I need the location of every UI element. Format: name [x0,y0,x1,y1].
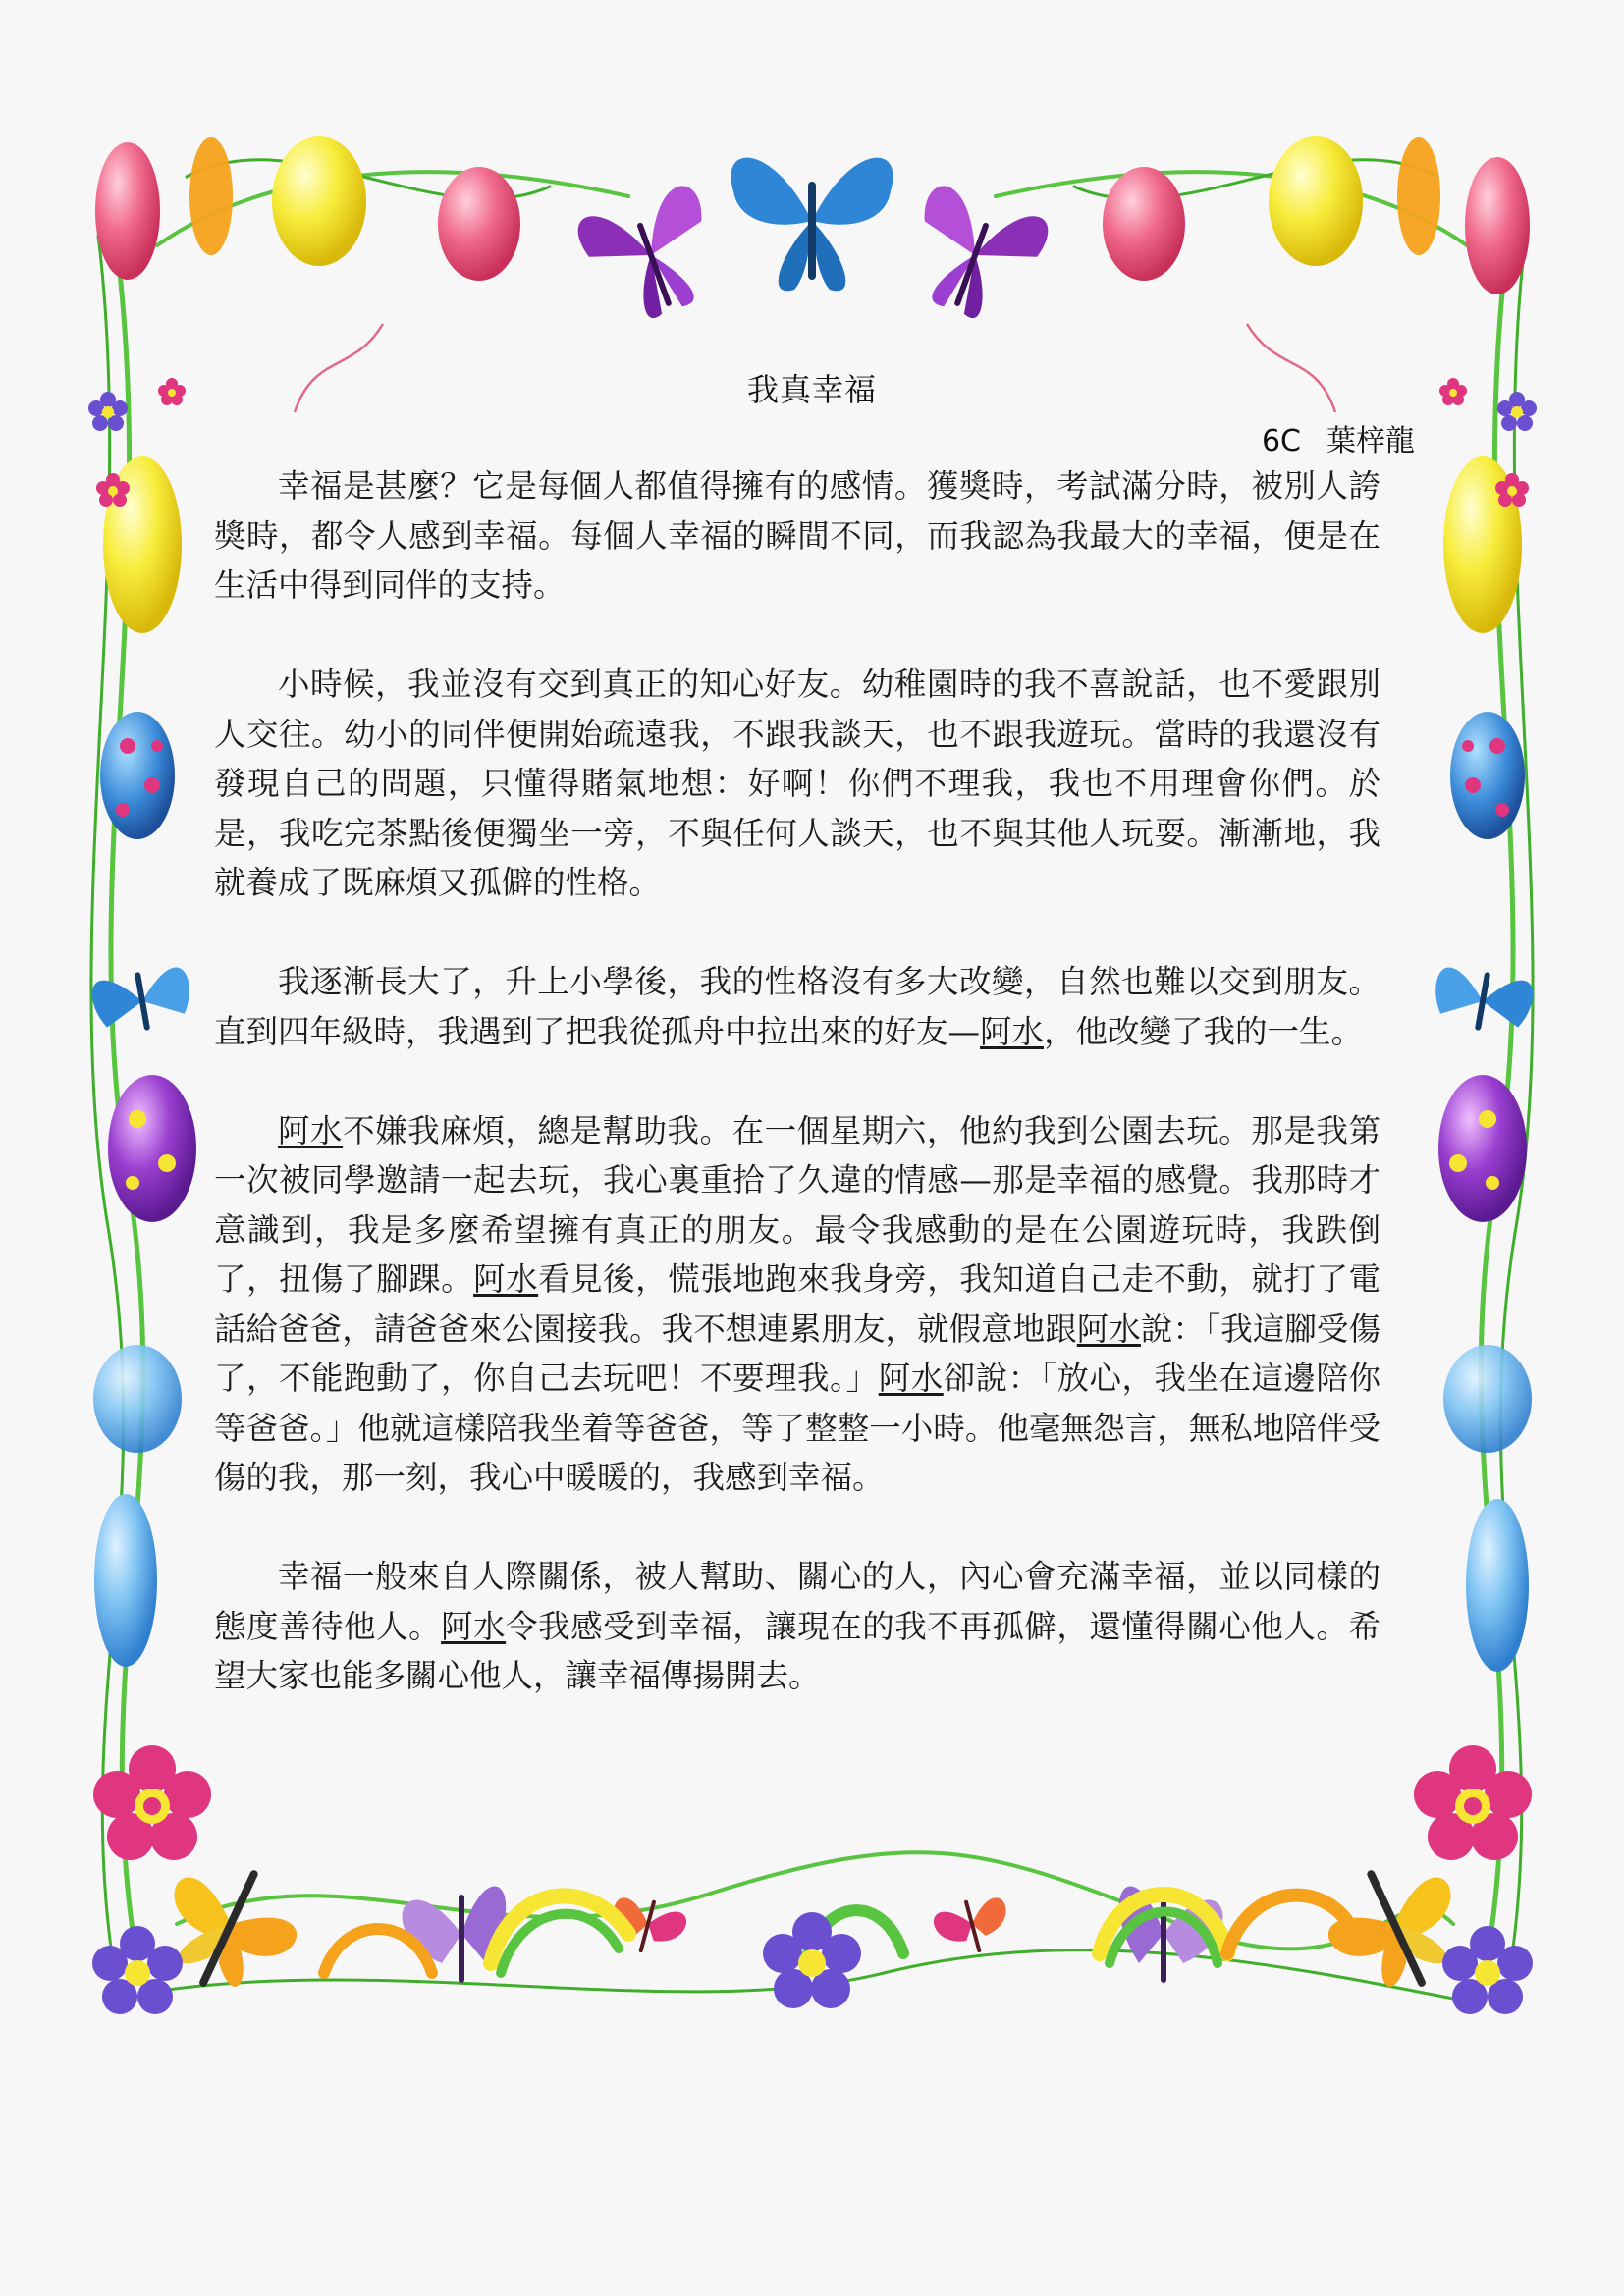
author-name: 葉梓龍 [1326,424,1415,458]
paragraph-text: 不嫌我麻煩，總是幫助我。在一個星期六，他約我到公園去玩。那是我第一次被同學邀請一起去玩，我心裏重拾了久違的情感—那是幸福的感覺。我那時才意識到，我是多麼希望擁有真正的朋友。最令我感動的是在公園遊玩時，我跌倒了，扭傷了腳踝。 [214,1111,1380,1298]
underlined-name: 阿水 [1076,1309,1141,1348]
author-line [1262,416,1415,459]
essay-body [214,461,1380,1701]
underlined-name: 阿水 [441,1607,507,1645]
paragraph-text: 幸福是甚麼？它是每個人都值得擁有的感情。獲獎時，考試滿分時，被別人誇獎時，都令人感到幸福。每個人幸福的瞬間不同，而我認為我最大的幸福，便是在生活中得到同伴的支持。 [214,467,1380,604]
underlined-name: 阿水 [878,1360,944,1397]
essay-paragraph [214,1106,1380,1503]
essay-paragraph [214,660,1380,908]
paragraph-text: 令我感受到幸福，讓現在的我不再孤僻，還懂得關心他人。希望大家也能多關心他人，讓幸福傳揚開去。 [214,1607,1380,1694]
paragraph-text: 小時候，我並沒有交到真正的知心好友。幼稚園時的我不喜說話，也不愛跟別人交往。幼小的同伴便開始疏遠我，不跟我談天，也不跟我遊玩。當時的我還沒有發現自己的問題，只懂得賭氣地想：好啊！你們不理我，我也不用理會你們。於是，我吃完茶點後便獨坐一旁，不與任何人談天，也不與其他人玩耍。漸漸地，我就養成了既麻煩又孤僻的性格。 [214,666,1380,901]
underlined-name: 阿水 [980,1012,1045,1050]
paragraph-text: 卻說：「放心，我坐在這邊陪你等爸爸。」他就這樣陪我坐着等爸爸，等了整整一小時。他毫無怨言，無私地陪伴受傷的我，那一刻，我心中暖暖的，我感到幸福。 [214,1360,1380,1496]
essay-paragraph [214,1552,1380,1701]
author-class: 6C [1261,424,1301,458]
underlined-name: 阿水 [278,1111,344,1149]
paragraph-text: 看見後，慌張地跑來我身旁，我知道自己走不動，就打了電話給爸爸，請爸爸來公園接我。我不想連累朋友，就假意地跟 [214,1260,1380,1348]
paragraph-text: 幸福一般來自人際關係，被人幫助、關心的人，內心會充滿幸福，並以同樣的態度善待他人。 [214,1558,1380,1645]
underlined-name: 阿水 [473,1260,539,1298]
paragraph-text: ，他改變了我的一生。 [1044,1012,1364,1050]
essay-paragraph [214,461,1380,611]
essay-paragraph [214,957,1380,1056]
essay-title: 我真幸福 [746,371,877,408]
paragraph-text: 我逐漸長大了，升上小學後，我的性格沒有多大改變，自然也難以交到朋友。直到四年級時，我遇到了把我從孤舟中拉出來的好友— [214,963,1380,1050]
paragraph-text: 說：「我這腳受傷了，不能跑動了，你自己去玩吧！不要理我。」 [214,1309,1380,1397]
